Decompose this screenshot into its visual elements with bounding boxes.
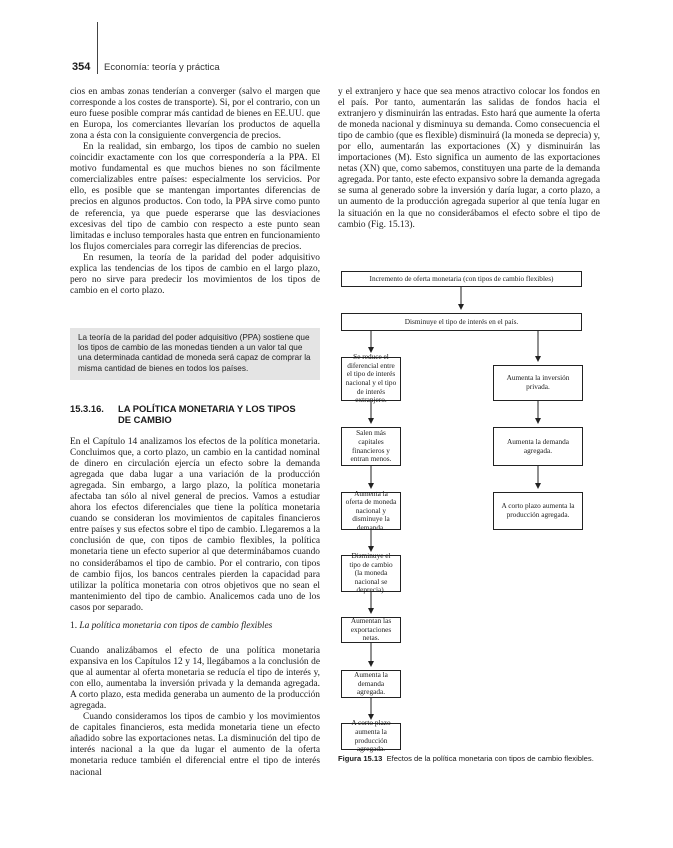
flow-box-left-1: Salen más capitales financieros y entran menos. (341, 427, 401, 466)
caption-label: Figura 15.13 (338, 754, 383, 763)
figure-caption (338, 754, 600, 763)
section-number: 15.3.16. (70, 403, 104, 414)
flow-box-left-5: Aumenta la demanda agregada. (341, 670, 401, 698)
flow-box-right-1: Aumenta la demanda agregada. (493, 427, 583, 466)
paragraph: y el extranjero y hace que sea menos atractivo colocar los fondos en el país. Por tanto, aumentarán las salidas de fondos hacia el extranjero y disminuirán las entradas. Esto hará que aumente la oferta de moneda nacional y disminuya su demanda. Como consecuencia el tipo de cambio (que es flexible) disminuirá (la moneda se deprecia) y, por ello, aumentarán las exportaciones (X) y disminuirán las importaciones (M). Esto significa un aumento de las exportaciones netas (XN) que, como sabemos, constituyen una parte de la demanda agregada. Por tanto, este efecto expansivo sobre la demanda agregada se suma al generado sobre la inversión y daría lugar, a corto plazo, a un aumento de la producción agregada superior al que tenía lugar en la situación en la que no considerábamos el efecto sobre el tipo de cambio (Fig. 15.13). (338, 87, 600, 230)
paragraph: Cuando consideramos los tipos de cambio y los movimientos de capitales financieros, esta medida monetaria tiene un efecto añadido sobre las exportaciones netas. La disminución del tipo de interés nacional a la que da lugar el aumento de la oferta monetaria reduce también el diferencial entre el tipo de interés nacional (70, 712, 320, 778)
highlight-box: La teoría de la paridad del poder adquisitivo (PPA) sostiene que los tipos de cambio de las monedas tienden a un valor tal que una determinada cantidad de moneda será capaz de comprar la misma cantidad de bienes en todos los países. (70, 328, 320, 380)
flow-box-left-2: Aumenta la oferta de moneda nacional y disminuye la demanda. (341, 492, 401, 530)
paragraph: Cuando analizábamos el efecto de una política monetaria expansiva en los Capítulos 12 y 14, llegábamos a la conclusión de que al aumentar al oferta monetaria se reducía el tipo de interés y, con ello, aumentaba la inversión privada y la demanda agregada. A corto plazo, esta medida generaba un aumento de la producción agregada. (70, 646, 320, 712)
subsection-title: La política monetaria con tipos de cambio flexibles (79, 620, 273, 631)
paragraph: En el Capítulo 14 analizamos los efectos de la política monetaria. Concluimos que, a corto plazo, un cambio en la cantidad nominal de dinero en circulación ejercía un efecto sobre la demanda agregada que daba lugar a una variación de la producción agregada. Sin embargo, a largo plazo, la política monetaria afectaba tan sólo al nivel general de precios. Vamos a estudiar ahora los efectos diferenciales que tiene la política monetaria cuando se consideran los movimientos de capitales financieros entre países y sus efectos sobre el tipo de cambio. Llegaremos a la conclusión de que, con tipos de cambio flexibles, la política monetaria tiene un efecto superior al que determinábamos cuando no considerábamos el tipo de cambio. Por el contrario, con tipos de cambio fijos, los bancos centrales pierden la capacidad para utilizar la política monetaria con otros objetivos que no sean el mantenimiento del tipo de cambio. Analicemos cada uno de los casos por separado. (70, 437, 320, 613)
caption-text: Efectos de la política monetaria con tipos de cambio flexibles. (386, 754, 594, 763)
flow-box-left-3: Disminuye el tipo de cambio (la moneda nacional se deprecia). (341, 555, 401, 592)
paragraph: cios en ambas zonas tenderían a converger (salvo el margen que corresponde a los costes de transporte). Si, por el contrario, con un euro fuese posible comprar más cantidad de bienes en EE.UU. que en Europa, los comerciantes llevarían los productos de aquella zona a ésta con la consiguiente convergencia de precios. (70, 87, 320, 142)
section-title-line-2: DE CAMBIO (118, 414, 172, 425)
paragraph: En la realidad, sin embargo, los tipos de cambio no suelen coincidir exactamente con los que correspondería a la PPA. El motivo fundamental es que muchos bienes no son fácilmente comercializables entre países: especialmente los servicios. Por ello, es posible que se mantengan importantes diferencias de precios en algunos productos. Con todo, la PPA sirve como punto de referencia, ya que puede esperarse que las desviaciones excesivas del tipo de cambio con respecto a este punto sean limitadas e incluso temporales hasta que entren en funcionamiento los flujos comerciales para corregir las diferencias de precios. (70, 142, 320, 252)
paragraph: En resumen, la teoría de la paridad del poder adquisitivo explica las tendencias de los tipos de cambio en el largo plazo, pero no sirve para predecir los movimientos de los tipos de cambio en el corto plazo. (70, 252, 320, 296)
flow-box-top: Incremento de oferta monetaria (con tipos de cambio flexibles) (341, 271, 582, 287)
running-title: Economía: teoría y práctica (104, 62, 220, 73)
flow-box-second: Disminuye el tipo de interés en el país. (341, 313, 582, 331)
page-number: 354 (72, 61, 91, 73)
subsection-number: 1. (70, 620, 78, 631)
flow-box-left-4: Aumentan las exportaciones netas. (341, 617, 401, 643)
flow-box-left-6: A corto plazo aumenta la producción agregada. (341, 723, 401, 750)
section-title-line-1: LA POLÍTICA MONETARIA Y LOS TIPOS (118, 403, 296, 414)
flow-box-left-0: Se reduce el diferencial entre el tipo de interés nacional y el tipo de interés extranjero. (341, 357, 401, 401)
flow-box-right-0: Aumenta la inversión privada. (493, 365, 583, 401)
flow-box-right-2: A corto plazo aumenta la producción agregada. (493, 492, 583, 530)
